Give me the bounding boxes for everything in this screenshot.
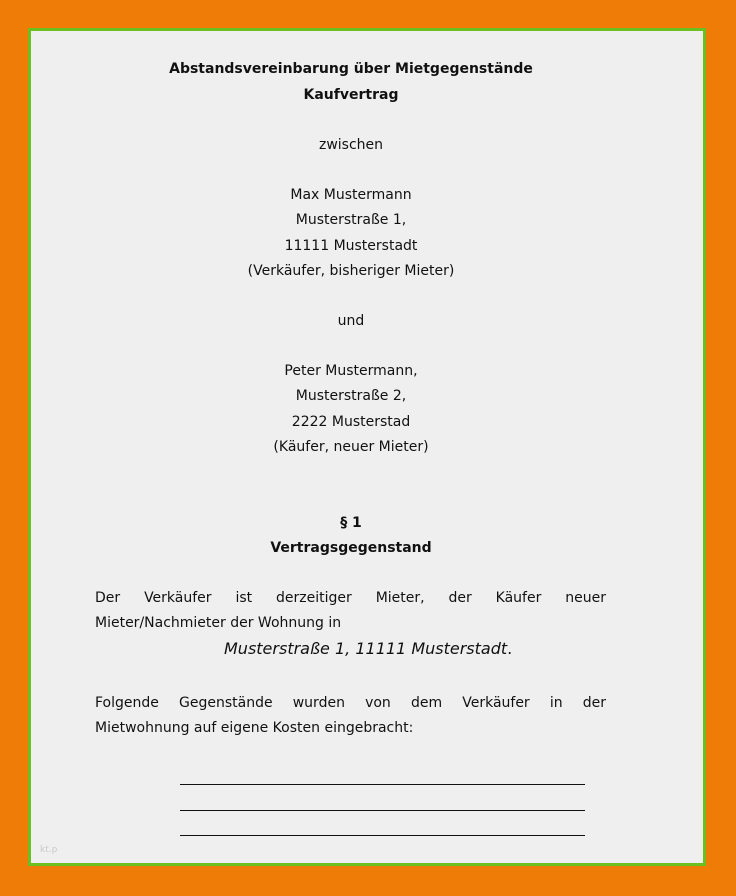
between-text: zwischen	[318, 137, 384, 153]
blank-line-3	[180, 835, 585, 836]
seller-city: 11111 Musterstadt	[284, 238, 418, 254]
paragraph2-line1: Folgende Gegenstände wurden von dem Verkäufer in der	[95, 695, 606, 711]
property-address	[224, 639, 512, 659]
buyer-street: Musterstraße 2,	[295, 388, 407, 404]
and-text: und	[337, 313, 365, 329]
seller-street: Musterstraße 1,	[295, 212, 407, 228]
watermark: kt.p	[40, 845, 58, 855]
section-heading: Vertragsgegenstand	[270, 540, 432, 556]
blank-line-2	[180, 810, 585, 811]
buyer-city: 2222 Musterstad	[291, 414, 411, 430]
property-address-period: .	[507, 639, 513, 658]
property-address-text: Musterstraße 1, 11111 Musterstadt	[224, 639, 508, 658]
buyer-role: (Käufer, neuer Mieter)	[273, 439, 429, 455]
seller-name: Max Mustermann	[290, 187, 412, 203]
document-title: Abstandsvereinbarung über Mietgegenstände	[169, 61, 533, 77]
paragraph1-line2: Mieter/Nachmieter der Wohnung in	[95, 615, 342, 631]
section-number: § 1	[340, 515, 362, 531]
buyer-name: Peter Mustermann,	[284, 363, 418, 379]
paragraph2-line2: Mietwohnung auf eigene Kosten eingebracht:	[95, 720, 414, 736]
document-subtitle: Kaufvertrag	[303, 87, 399, 103]
seller-role: (Verkäufer, bisheriger Mieter)	[247, 263, 455, 279]
blank-line-1	[180, 784, 585, 785]
paragraph1-line1: Der Verkäufer ist derzeitiger Mieter, der Käufer neuer	[95, 590, 606, 606]
